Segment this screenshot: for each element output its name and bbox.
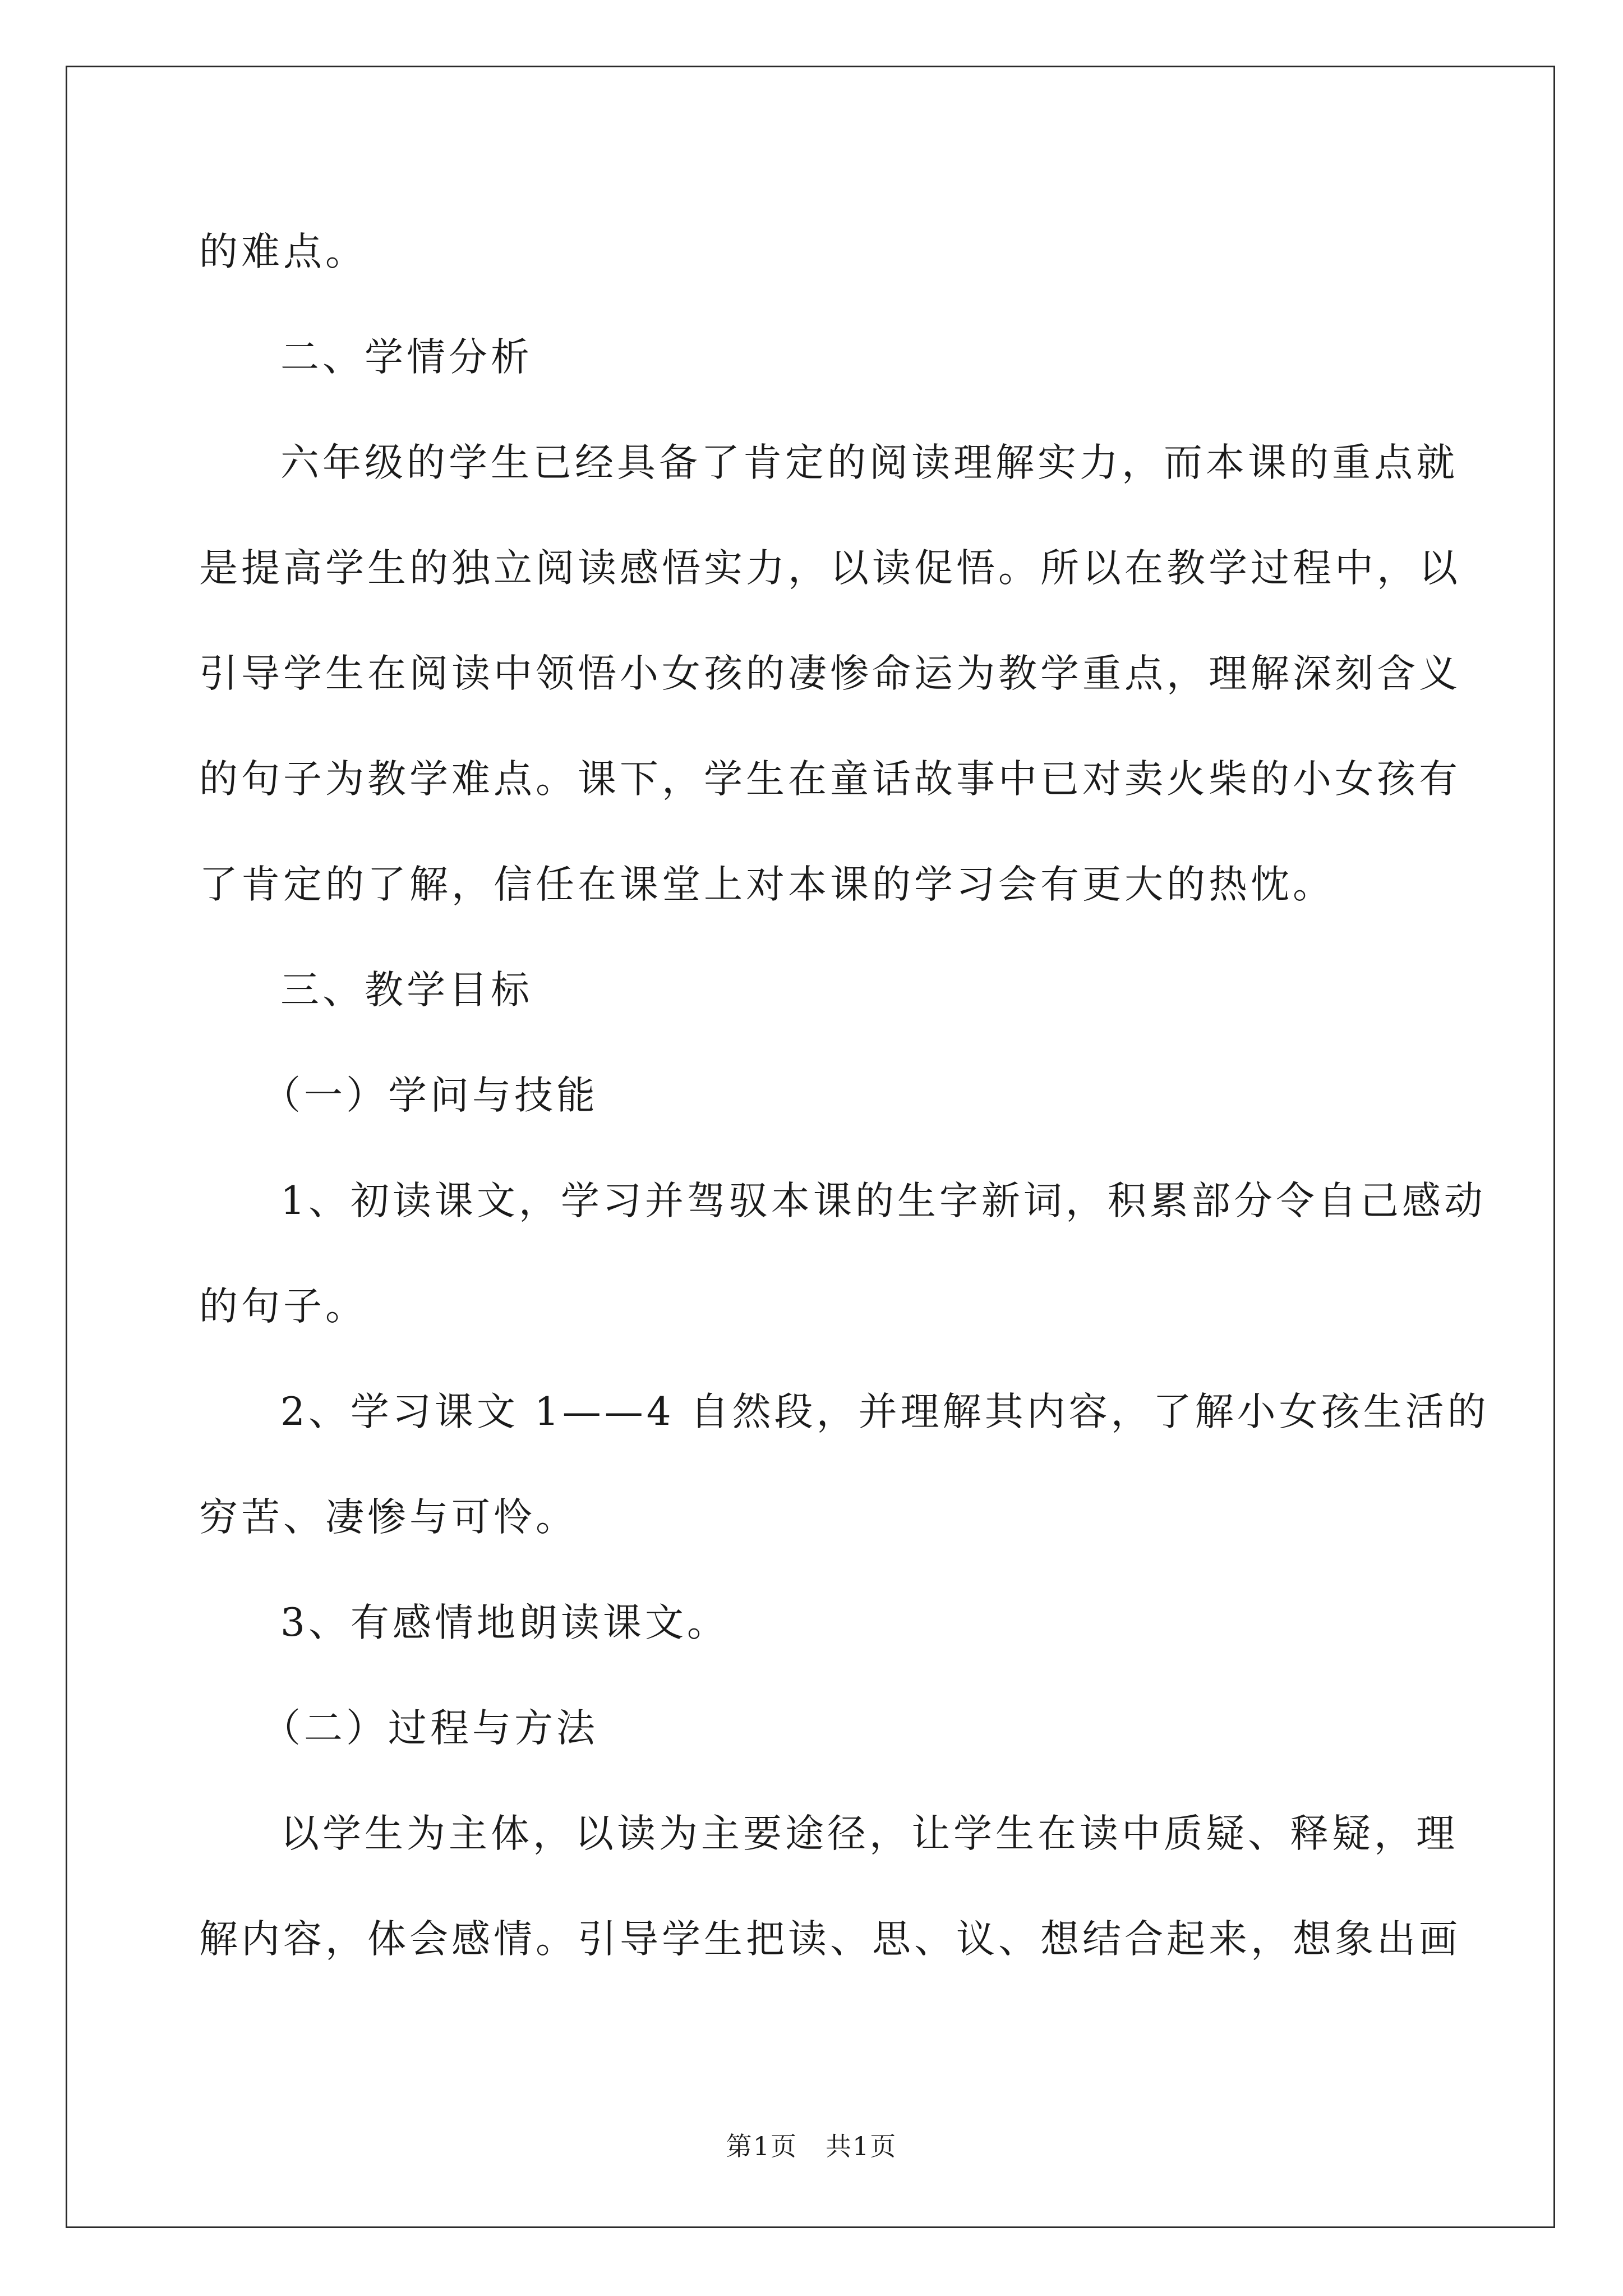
text-line: （二）过程与方法 [262, 1706, 598, 1751]
text-line: 的难点。 [199, 229, 367, 274]
text-line: 2、学习课文 1——4 自然段，并理解其内容，了解小女孩生活的 [280, 1389, 1490, 1434]
text-line: 的句子。 [199, 1284, 367, 1329]
text-line: 三、教学目标 [280, 968, 533, 1013]
page-number: 第1页 [726, 2131, 797, 2161]
text-line: 3、有感情地朗读课文。 [280, 1600, 729, 1645]
text-line: 二、学情分析 [280, 335, 533, 380]
text-line: 引导学生在阅读中领悟小女孩的凄惨命运为教学重点，理解深刻含义 [199, 651, 1461, 696]
text-line: 以学生为主体，以读为主要途径，让学生在读中质疑、释疑，理 [280, 1811, 1458, 1856]
text-line: 1、初读课文，学习并驾驭本课的生字新词，积累部分令自己感动 [280, 1179, 1486, 1223]
text-line: 的句子为教学难点。课下，学生在童话故事中已对卖火柴的小女孩有 [199, 757, 1461, 802]
text-line: 了肯定的了解，信任在课堂上对本课的学习会有更大的热忱。 [199, 862, 1335, 907]
page-footer [0, 2126, 1623, 2163]
text-line: 是提高学生的独立阅读感悟实力，以读促悟。所以在教学过程中，以 [199, 546, 1461, 591]
page-total: 共1页 [826, 2131, 897, 2161]
text-line: 解内容，体会感情。引导学生把读、思、议、想结合起来，想象出画 [199, 1917, 1461, 1962]
text-line: 六年级的学生已经具备了肯定的阅读理解实力，而本课的重点就 [280, 440, 1458, 485]
text-line: （一）学问与技能 [262, 1073, 598, 1118]
text-line: 穷苦、凄惨与可怜。 [199, 1495, 578, 1540]
document-body [199, 199, 1490, 1992]
